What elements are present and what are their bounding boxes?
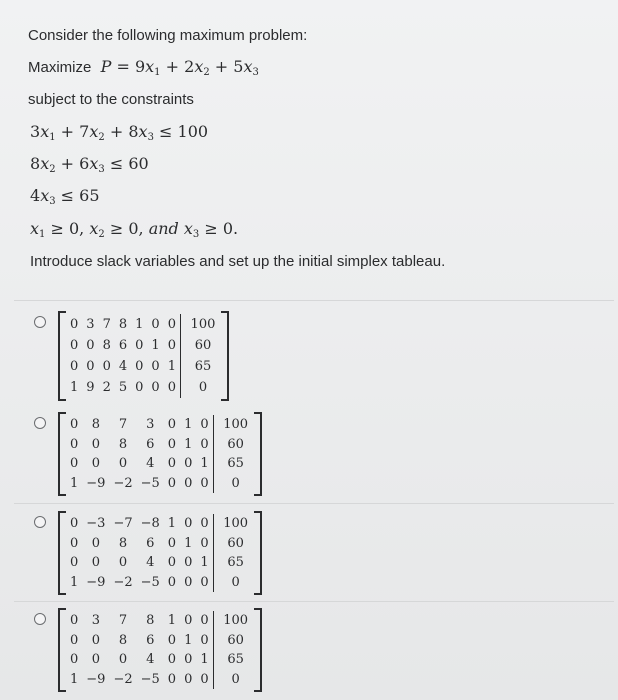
matrix-row: 0 0 0 4 0 0 1 65 (66, 356, 221, 377)
matrix-row: 0 0 8 6 0 1 0 60 (66, 435, 254, 455)
matrix-row: 0 0 8 6 0 1 0 60 (66, 534, 254, 554)
matrix-row: 0 0 0 4 0 0 1 65 (66, 650, 254, 670)
matrix-row: 1 9 2 5 0 0 0 0 (66, 377, 221, 398)
constraint-3: $4x_3 \le 65$ (30, 186, 100, 207)
constraint-2: $8x_2 + 6x_3 \le 60$ (30, 154, 149, 175)
divider (14, 300, 614, 301)
matrix-row: 1 −9 −2 −5 0 0 0 0 (66, 474, 254, 494)
radio-button-a[interactable] (34, 316, 46, 328)
and-word: and (148, 219, 179, 238)
constraint-1: $3x_1 + 7x_2 + 8x_3 \le 100$ (30, 122, 209, 143)
divider (14, 503, 614, 504)
matrix-row: 0 0 0 4 0 0 1 65 (66, 553, 254, 573)
maximize-label: Maximize (28, 59, 92, 76)
matrix-row: 0 3 7 8 1 0 0 100 (66, 611, 254, 631)
radio-button-b[interactable] (34, 417, 46, 429)
divider (14, 601, 614, 602)
matrix-row: 0 8 7 3 0 1 0 100 (66, 415, 254, 435)
subject-to-label: subject to the constraints (28, 91, 194, 108)
radio-button-c[interactable] (34, 516, 46, 528)
matrix-row: 1 −9 −2 −5 0 0 0 0 (66, 573, 254, 593)
matrix-d (58, 608, 262, 692)
matrix-row: 0 −3 −7 −8 1 0 0 100 (66, 514, 254, 534)
matrix-row: 0 0 8 6 0 1 0 60 (66, 631, 254, 651)
instruction-text: Introduce slack variables and set up the initial simplex tableau. (30, 253, 446, 270)
matrix-b (58, 412, 262, 496)
radio-button-d[interactable] (34, 613, 46, 625)
objective-function: $P = 9x_1 + 2x_2 + 5x_3$ (100, 57, 259, 78)
objective-line (28, 57, 259, 78)
matrix-row: 0 3 7 8 1 0 0 100 (66, 314, 221, 335)
matrix-row: 0 0 0 4 0 0 1 65 (66, 454, 254, 474)
matrix-a (58, 311, 229, 401)
matrix-row: 1 −9 −2 −5 0 0 0 0 (66, 670, 254, 690)
nonnegativity-constraint: $x_1 \ge 0$, $x_2 \ge 0$, and $x_3 \ge 0$. (30, 219, 239, 240)
matrix-row: 0 0 8 6 0 1 0 60 (66, 335, 221, 356)
matrix-c (58, 511, 262, 595)
question-intro: Consider the following maximum problem: (28, 27, 308, 44)
